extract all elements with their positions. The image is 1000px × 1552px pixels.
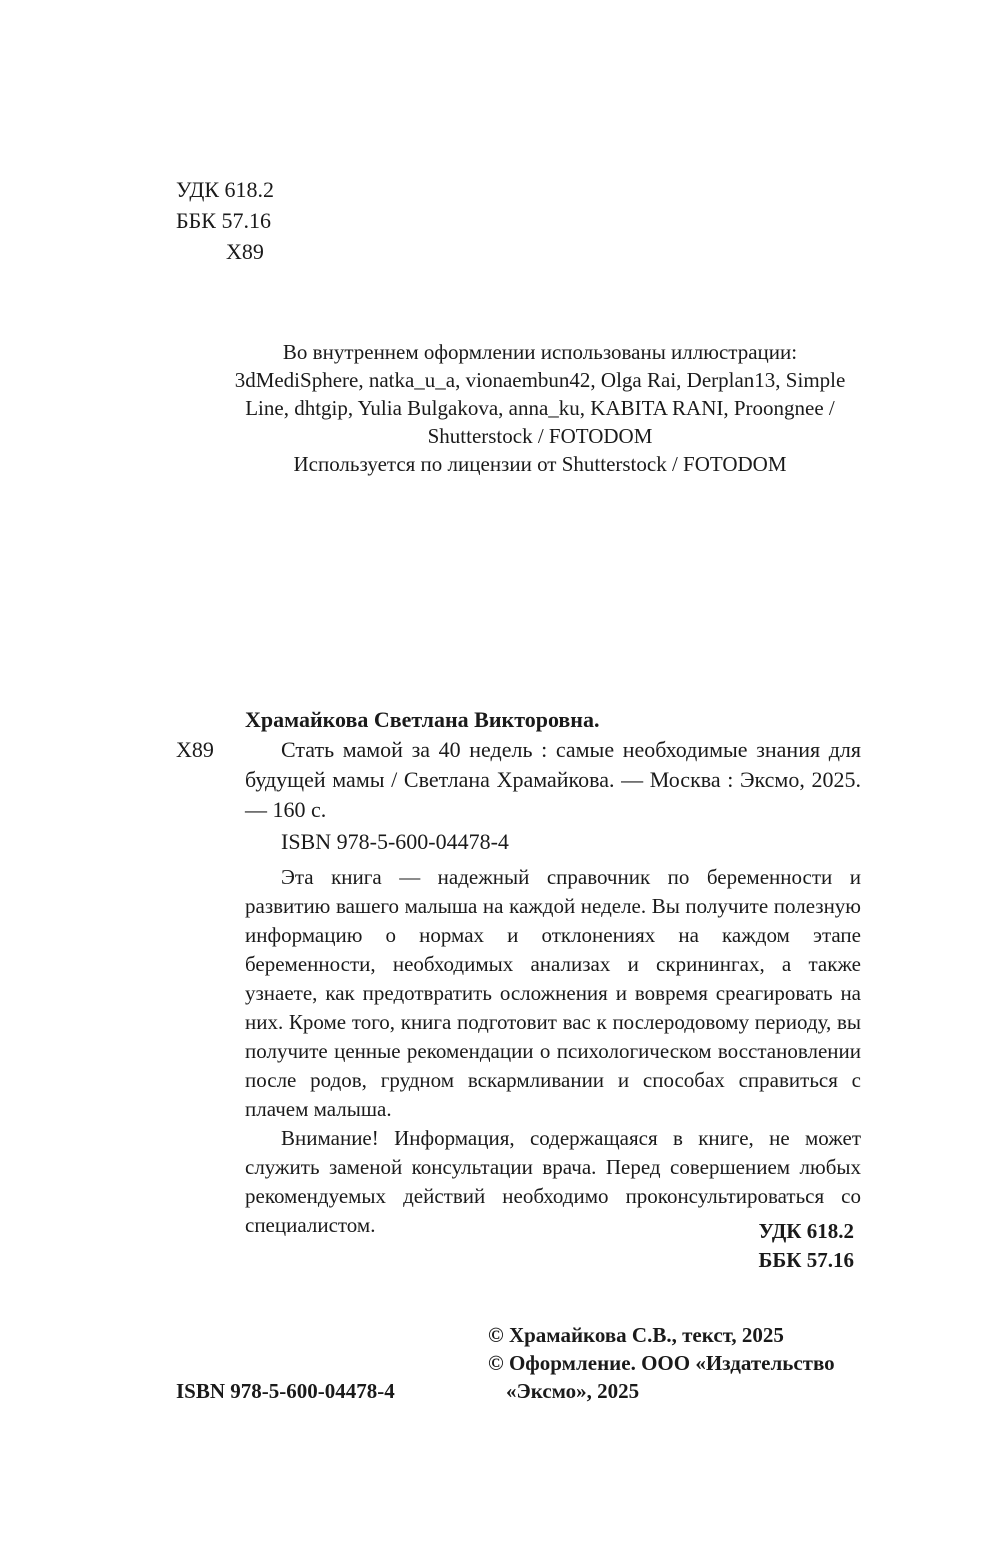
credits-line: Line, dhtgip, Yulia Bulgakova, anna_ku, KABITA RANI, Proongnee / <box>245 396 835 420</box>
classification-bottom <box>700 1217 854 1275</box>
bbk-code: ББК 57.16 <box>176 208 271 233</box>
catalog-author-code: Х89 <box>176 737 214 762</box>
catalog-isbn: ISBN 978-5-600-04478-4 <box>281 829 509 854</box>
author-code: Х89 <box>226 239 264 264</box>
illustration-credits <box>176 338 904 478</box>
copyright-design: © Оформление. ООО «Издательство <box>488 1351 835 1375</box>
udk-code: УДК 618.2 <box>176 177 275 202</box>
bbk-code-bottom: ББК 57.16 <box>758 1248 854 1272</box>
isbn-bottom: ISBN 978-5-600-04478-4 <box>176 1379 395 1403</box>
copyright-text: © Храмайкова С.В., текст, 2025 <box>488 1323 784 1347</box>
annotation <box>245 863 861 1240</box>
udk-code-bottom: УДК 618.2 <box>758 1219 854 1243</box>
annotation-warning: Внимание! Информация, содержащаяся в книге, не может служить заменой консультации врача. Перед совершением любых рекомендуемых действий необходимо проконсультироваться со специалистом. <box>245 1126 861 1237</box>
credits-line: 3dMediSphere, natka_u_a, vionaembun42, Olga Rai, Derplan13, Simple <box>234 368 846 392</box>
credits-line: Shutterstock / FOTODOM <box>427 424 653 448</box>
copyright-design-cont: «Эксмо», 2025 <box>506 1379 640 1403</box>
catalog-author: Храмайкова Светлана Викторовна. <box>245 707 600 732</box>
catalog-title: Стать мамой за 40 недель : самые необходимые знания для будущей мамы / Светлана Храмайкова. — Москва : Эксмо, 2025. — 160 с. <box>245 737 861 822</box>
copyright-block <box>488 1321 908 1405</box>
credits-line: Используется по лицензии от Shutterstock / FOTODOM <box>293 452 787 476</box>
credits-line: Во внутреннем оформлении использованы иллюстрации: <box>282 340 798 364</box>
annotation-paragraph: Эта книга — надежный справочник по беременности и развитию вашего малыша на каждой неделе. Вы получите полезную информацию о нормах и отклонениях на каждом этапе беременности, необходимых анализах и скринингах, а также узнаете, как предотвратить осложнения и вовремя среагировать на них. Кроме того, книга подготовит вас к послеродовому периоду, вы получите ценные рекомендации о психологическом восстановлении после родов, грудном вскармливании и способах справиться с плачем малыша. <box>245 865 861 1121</box>
classification-top <box>176 174 274 267</box>
